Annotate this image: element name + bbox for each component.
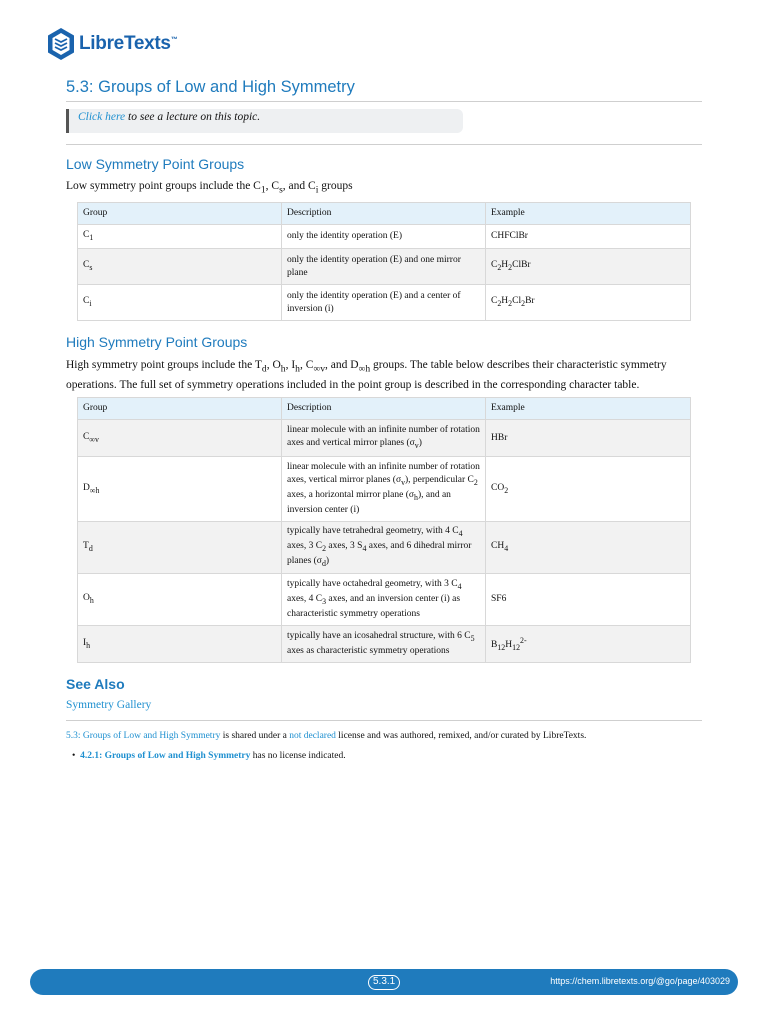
source-page-link[interactable]: 4.2.1: Groups of Low and High Symmetry — [80, 751, 251, 761]
header-description: Description — [282, 398, 486, 420]
table-header-row — [78, 398, 691, 420]
group-cell: $D_{\infty h}$ — [78, 457, 282, 522]
page-footer — [30, 969, 738, 995]
bullet-dot: • — [72, 751, 81, 761]
description-cell: linear molecule with an infinite number of rotation axes and vertical mirror planes $(\sigma_v)$ — [282, 420, 486, 457]
page-link[interactable]: 5.3: Groups of Low and High Symmetry — [66, 731, 221, 741]
table-row — [78, 420, 691, 457]
header-description: Description — [282, 203, 486, 225]
license-divider — [66, 720, 702, 721]
group-cell: $I_h$ — [78, 626, 282, 663]
table-row — [78, 457, 691, 522]
libretexts-logo-icon — [46, 27, 76, 61]
header-example: Example — [486, 398, 691, 420]
table-row — [78, 249, 691, 285]
example-cell: CHFClBr — [486, 225, 691, 249]
page-title: 5.3: Groups of Low and High Symmetry — [66, 78, 355, 96]
license-type-link[interactable]: not declared — [289, 731, 336, 741]
logo-wordmark: LibreTexts™ — [79, 33, 178, 54]
low-symmetry-table — [77, 202, 691, 321]
lecture-callout — [66, 109, 463, 133]
high-symmetry-table — [77, 397, 691, 663]
example-cell: HBr — [486, 420, 691, 457]
group-cell: $O_h$ — [78, 574, 282, 626]
lecture-link[interactable]: Click here — [78, 111, 126, 123]
source-list-item: • 4.2.1: Groups of Low and High Symmetry has no license indicated. — [72, 751, 346, 761]
header-example: Example — [486, 203, 691, 225]
example-cell: $C_2H_2Cl_2Br$ — [486, 285, 691, 321]
symmetry-gallery-link[interactable]: Symmetry Gallery — [66, 699, 152, 711]
high-symmetry-intro: High symmetry point groups include the $T_d$, $O_h$, $I_h$, $C_{\infty v}$, and $D_{\infty h}$ groups. The table below describes their characteristic symmetry operations. The full set of symmetry operations included in the point group is described in the corresponding character table. — [66, 359, 667, 392]
table-header-row — [78, 203, 691, 225]
group-cell: $C_1$ — [78, 225, 282, 249]
example-cell: $B_{12}H_{12}^{2-}$ — [486, 626, 691, 663]
high-symmetry-heading: High Symmetry Point Groups — [66, 334, 248, 350]
title-divider — [66, 101, 702, 102]
description-cell: typically have octahedral geometry, with 3 $C_4$ axes, 4 $C_3$ axes, and an inversion center (i) as characteristic symmetry operations — [282, 574, 486, 626]
group-cell: $C_i$ — [78, 285, 282, 321]
section-divider — [66, 144, 702, 145]
example-cell: $C_2H_2ClBr$ — [486, 249, 691, 285]
description-cell: only the identity operation (E) — [282, 225, 486, 249]
table-row — [78, 522, 691, 574]
description-cell: only the identity operation (E) and a center of inversion (i) — [282, 285, 486, 321]
table-row — [78, 574, 691, 626]
low-symmetry-intro: Low symmetry point groups include the $C_1$, $C_s$, and $C_i$ groups — [66, 180, 353, 196]
page-number-badge: 5.3.1 — [368, 975, 400, 990]
group-cell: $T_d$ — [78, 522, 282, 574]
table-row — [78, 285, 691, 321]
callout-text: to see a lecture on this topic. — [125, 111, 261, 123]
libretexts-logo[interactable] — [46, 27, 177, 61]
header-group: Group — [78, 398, 282, 420]
example-cell: $CO_2$ — [486, 457, 691, 522]
page-url[interactable]: https://chem.libretexts.org/@go/page/403029 — [550, 976, 730, 986]
description-cell: linear molecule with an infinite number of rotation axes, vertical mirror planes $(\sigma_v)$, perpendicular $C_2$ axes, a horizontal mirror plane $(\sigma_h)$, and an inversion center (i) — [282, 457, 486, 522]
table-row — [78, 225, 691, 249]
table-row — [78, 626, 691, 663]
example-cell: SF6 — [486, 574, 691, 626]
description-cell: typically have tetrahedral geometry, with 4 $C_4$ axes, 3 $C_2$ axes, 3 $S_4$ axes, and 6 dihedral mirror planes $(\sigma_d)$ — [282, 522, 486, 574]
description-cell: only the identity operation (E) and one mirror plane — [282, 249, 486, 285]
low-symmetry-heading: Low Symmetry Point Groups — [66, 156, 245, 172]
group-cell: $C_s$ — [78, 249, 282, 285]
header-group: Group — [78, 203, 282, 225]
group-cell: $C_{\infty v}$ — [78, 420, 282, 457]
description-cell: typically have an icosahedral structure, with 6 $C_5$ axes as characteristic symmetry operations — [282, 626, 486, 663]
see-also-heading: See Also — [66, 676, 125, 692]
license-statement: 5.3: Groups of Low and High Symmetry is shared under a not declared license and was authored, remixed, and/or curated by LibreTexts. — [66, 731, 587, 741]
example-cell: $CH_4$ — [486, 522, 691, 574]
